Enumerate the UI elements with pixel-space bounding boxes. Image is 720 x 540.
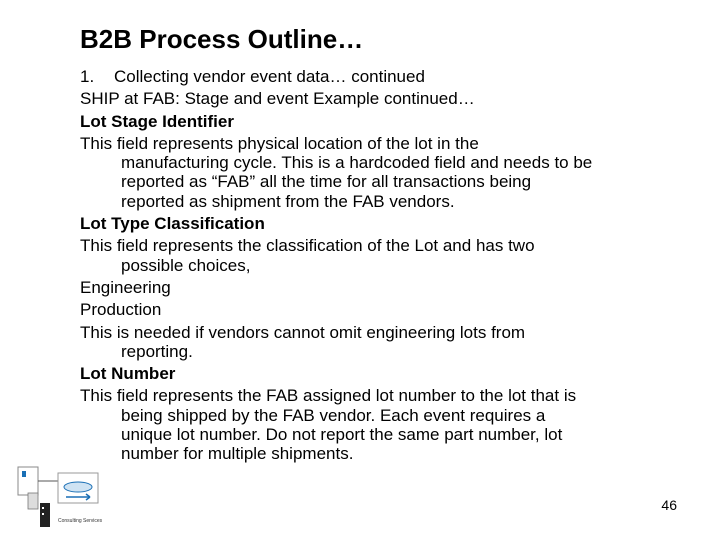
- paragraph-line: This is needed if vendors cannot omit engineering lots from: [80, 322, 526, 342]
- paragraph-line: This field represents the classification of the Lot and has two: [80, 236, 535, 256]
- list-number: 1.: [80, 67, 95, 86]
- field-heading-lot-stage: Lot Stage Identifier: [80, 111, 234, 131]
- paragraph-line: unique lot number. Do not report the same part number, lot: [121, 425, 563, 445]
- slide-body: [80, 67, 720, 464]
- paragraph-line: reported as “FAB” all the time for all transactions being: [121, 172, 532, 192]
- field-heading-lot-number: Lot Number: [80, 364, 176, 384]
- paragraph-line: reporting.: [121, 341, 193, 361]
- field-heading-lot-type: Lot Type Classification: [80, 214, 265, 234]
- slide-title: B2B Process Outline…: [80, 24, 364, 54]
- paragraph-line: manufacturing cycle. This is a hardcoded field and needs to be: [121, 153, 593, 173]
- logo-caption: Consulting Services: [58, 518, 103, 524]
- option-engineering: Engineering: [80, 277, 171, 297]
- subheading: SHIP at FAB: Stage and event Example continued…: [80, 89, 475, 109]
- paragraph-line: possible choices,: [121, 255, 251, 275]
- paragraph-line: This field represents the FAB assigned lot number to the lot that is: [80, 386, 577, 406]
- option-production: Production: [80, 300, 162, 320]
- paragraph-line: reported as shipment from the FAB vendors.: [121, 191, 455, 211]
- paragraph-line: being shipped by the FAB vendor. Each event requires a: [121, 405, 546, 425]
- list-item-text: Collecting vendor event data… continued: [114, 67, 425, 86]
- page-number: 46: [661, 497, 677, 513]
- paragraph-line: number for multiple shipments.: [121, 444, 354, 464]
- list-item: [80, 67, 720, 86]
- paragraph-line: This field represents physical location of the lot in the: [80, 133, 479, 153]
